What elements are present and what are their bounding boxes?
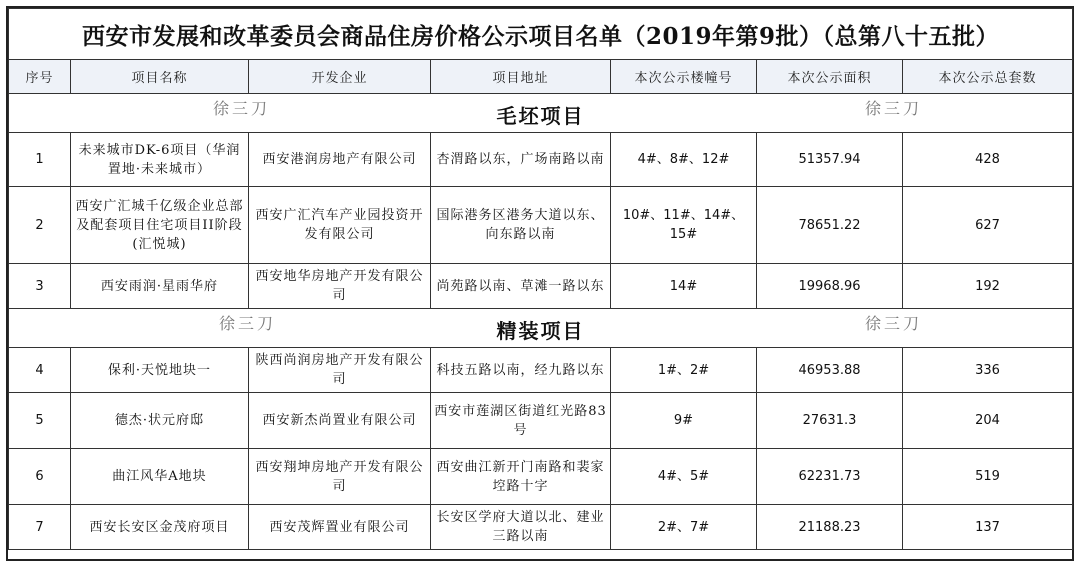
- header-row: [9, 60, 1073, 94]
- price-list-sheet: [6, 6, 1074, 561]
- cell-area: 62231.73: [757, 449, 903, 505]
- section-title: 毛坯项目: [496, 104, 585, 128]
- cell-developer: 西安地华房地产开发有限公司: [249, 264, 431, 309]
- cell-name: 德杰·状元府邸: [71, 393, 249, 449]
- title-row: [9, 9, 1073, 60]
- cell-buildings: 4#、5#: [611, 449, 757, 505]
- cell-developer: 陕西尚润房地产开发有限公司: [249, 348, 431, 393]
- cell-no: 7: [9, 505, 71, 550]
- table-row: [9, 264, 1073, 309]
- cell-no: 5: [9, 393, 71, 449]
- cell-units: 137: [903, 505, 1073, 550]
- cell-name: 保利·天悦地块一: [71, 348, 249, 393]
- header-name: 项目名称: [71, 60, 249, 94]
- cell-area: 51357.94: [757, 133, 903, 187]
- header-units: 本次公示总套数: [903, 60, 1073, 94]
- section-title: 精装项目: [496, 319, 585, 343]
- page-title: 西安市发展和改革委员会商品住房价格公示项目名单（2019年第9批）（总第八十五批）: [9, 9, 1073, 60]
- cell-buildings: 1#、2#: [611, 348, 757, 393]
- table-row: [9, 449, 1073, 505]
- header-no: 序号: [9, 60, 71, 94]
- cell-developer: 西安茂辉置业有限公司: [249, 505, 431, 550]
- cell-address: 长安区学府大道以北、建业三路以南: [431, 505, 611, 550]
- signature-right: 徐三刀: [865, 99, 923, 118]
- section-row-rough: [9, 94, 1073, 133]
- table-row: [9, 133, 1073, 187]
- cell-units: 428: [903, 133, 1073, 187]
- cell-buildings: 14#: [611, 264, 757, 309]
- cell-name: 曲江风华A地块: [71, 449, 249, 505]
- cell-units: 336: [903, 348, 1073, 393]
- table-row: [9, 393, 1073, 449]
- cell-buildings: 4#、8#、12#: [611, 133, 757, 187]
- cell-name: 西安广汇城千亿级企业总部及配套项目住宅项目II阶段(汇悦城): [71, 187, 249, 264]
- cell-developer: 西安港润房地产有限公司: [249, 133, 431, 187]
- header-buildings: 本次公示楼幢号: [611, 60, 757, 94]
- cell-buildings: 10#、11#、14#、15#: [611, 187, 757, 264]
- cell-area: 21188.23: [757, 505, 903, 550]
- cell-buildings: 9#: [611, 393, 757, 449]
- cell-address: 科技五路以南，经九路以东: [431, 348, 611, 393]
- cell-units: 192: [903, 264, 1073, 309]
- cell-address: 西安曲江新开门南路和裴家埪路十字: [431, 449, 611, 505]
- cell-area: 27631.3: [757, 393, 903, 449]
- cell-name: 西安长安区金茂府项目: [71, 505, 249, 550]
- cell-no: 2: [9, 187, 71, 264]
- signature-left: 徐三刀: [219, 314, 277, 333]
- cell-units: 627: [903, 187, 1073, 264]
- project-table: [8, 8, 1073, 550]
- cell-buildings: 2#、7#: [611, 505, 757, 550]
- cell-address: 杏渭路以东，广场南路以南: [431, 133, 611, 187]
- cell-developer: 西安翔坤房地产开发有限公司: [249, 449, 431, 505]
- table-row: [9, 348, 1073, 393]
- cell-area: 19968.96: [757, 264, 903, 309]
- signature-left: 徐三刀: [213, 99, 271, 118]
- cell-no: 4: [9, 348, 71, 393]
- header-address: 项目地址: [431, 60, 611, 94]
- cell-units: 204: [903, 393, 1073, 449]
- cell-address: 尚苑路以南、草滩一路以东: [431, 264, 611, 309]
- cell-developer: 西安广汇汽车产业园投资开发有限公司: [249, 187, 431, 264]
- cell-no: 1: [9, 133, 71, 187]
- cell-area: 78651.22: [757, 187, 903, 264]
- cell-no: 6: [9, 449, 71, 505]
- table-row: [9, 505, 1073, 550]
- section-row-finished: [9, 309, 1073, 348]
- cell-name: 未来城市DK-6项目（华润置地·未来城市）: [71, 133, 249, 187]
- cell-units: 519: [903, 449, 1073, 505]
- header-developer: 开发企业: [249, 60, 431, 94]
- header-area: 本次公示面积: [757, 60, 903, 94]
- cell-name: 西安雨润·星雨华府: [71, 264, 249, 309]
- cell-address: 国际港务区港务大道以东、向东路以南: [431, 187, 611, 264]
- cell-developer: 西安新杰尚置业有限公司: [249, 393, 431, 449]
- signature-right: 徐三刀: [865, 314, 923, 333]
- cell-area: 46953.88: [757, 348, 903, 393]
- cell-address: 西安市莲湖区街道红光路83号: [431, 393, 611, 449]
- cell-no: 3: [9, 264, 71, 309]
- table-row: [9, 187, 1073, 264]
